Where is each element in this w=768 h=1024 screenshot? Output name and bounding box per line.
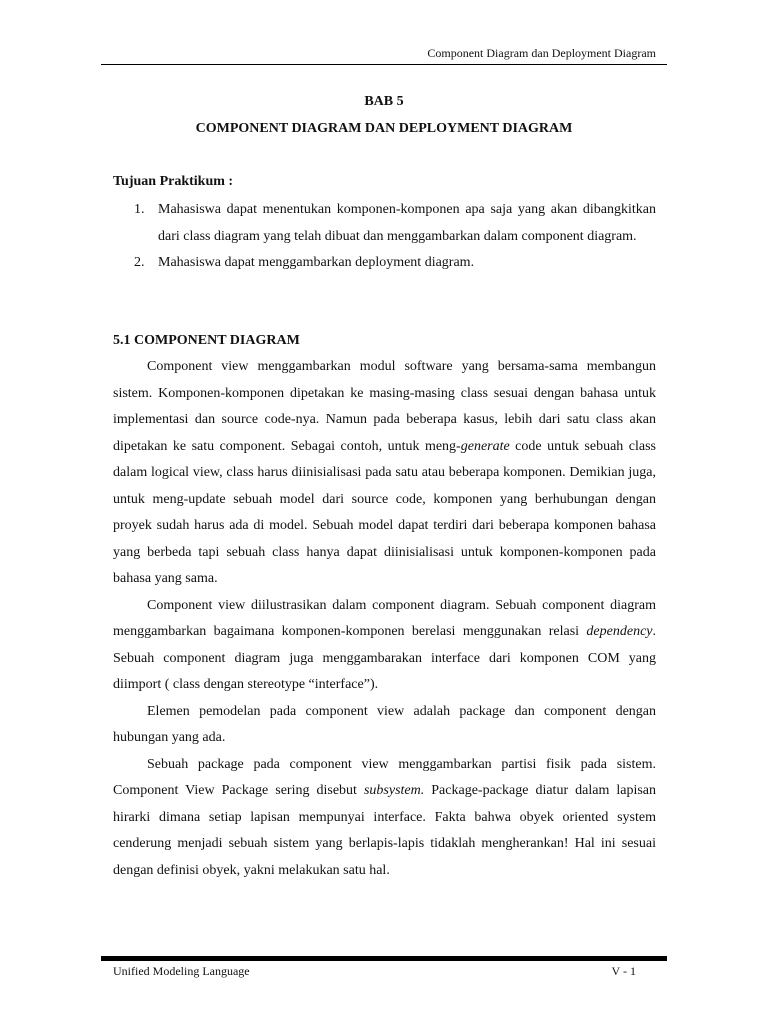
- list-item-text: Mahasiswa dapat menentukan komponen-komponen apa saja yang akan dibangkitkan dari class diagram yang telah dibuat dan menggambarkan dalam component diagram.: [158, 202, 656, 244]
- list-item: [134, 250, 656, 277]
- paragraph-text: code untuk sebuah class dalam logical view, class harus diinisialisasi pada satu atau beberapa komponen. Demikian juga, untuk meng-update sebuah model dari source code, komponen yang berhubungan dengan proyek sudah harus ada di model. Sebuah model dapat terdiri dari beberapa komponen bahasa yang berbeda tapi sebuah class hanya dapat diinisialisasi untuk komponen-komponen pada bahasa yang sama.: [113, 438, 656, 586]
- section-body: [113, 354, 656, 884]
- objectives-list: [134, 197, 656, 277]
- paragraph-text: Package-package diatur dalam lapisan hirarki dimana setiap lapisan mempunyai interface. Fakta bahwa obyek oriented system cenderung menjadi sebuah sistem yang berlapis-lapis tidaklah mengherankan! Hal ini sesuai dengan definisi obyek, yakni melakukan satu hal.: [113, 783, 657, 878]
- paragraph-text: Component view menggambarkan modul software yang bersama-sama membangun sistem. Komponen-komponen dipetakan ke masing-masing class sesuai dengan bahasa untuk implementasi dan source code-nya. Namun pada beberapa kasus, lebih dari satu class akan dipetakan ke satu component. Sebagai contoh, untuk meng-: [113, 359, 656, 454]
- paragraph-text: Component view diilustrasikan dalam component diagram. Sebuah component diagram menggambarkan bagaimana komponen-komponen berelasi menggunakan relasi: [113, 597, 656, 639]
- paragraph: [113, 752, 656, 885]
- footer-book-title: Unified Modeling Language: [113, 964, 250, 978]
- list-item-number: 1.: [134, 202, 145, 217]
- objectives-heading: Tujuan Praktikum :: [113, 174, 234, 189]
- list-item-number: 2.: [134, 255, 145, 270]
- running-header: Component Diagram dan Deployment Diagram: [427, 46, 656, 60]
- paragraph: [113, 699, 656, 752]
- paragraph: [113, 593, 656, 699]
- chapter-title: COMPONENT DIAGRAM DAN DEPLOYMENT DIAGRAM: [195, 121, 573, 136]
- emphasis-text: subsystem.: [363, 783, 425, 798]
- header-rule: [101, 64, 667, 65]
- list-item: [134, 197, 656, 250]
- paragraph-text: Sebuah package pada component view menggambarkan partisi fisik pada sistem. Component View Package sering disebut: [113, 756, 656, 798]
- paragraph-text: . Sebuah component diagram juga menggambarakan interface dari komponen COM yang diimport ( class dengan stereotype “interface”).: [113, 624, 656, 692]
- emphasis-text: generate: [460, 438, 510, 454]
- chapter-number: BAB 5: [364, 94, 404, 109]
- emphasis-text: dependency: [586, 624, 653, 639]
- list-item-text: Mahasiswa dapat menggambarkan deployment diagram.: [158, 255, 475, 270]
- paragraph: [113, 354, 656, 593]
- paragraph-text: Elemen pemodelan pada component view adalah package dan component dengan hubungan yang ada.: [113, 703, 656, 745]
- page-number: V - 1: [611, 964, 636, 978]
- section-heading: 5.1 COMPONENT DIAGRAM: [113, 333, 300, 348]
- footer-rule: [101, 956, 667, 961]
